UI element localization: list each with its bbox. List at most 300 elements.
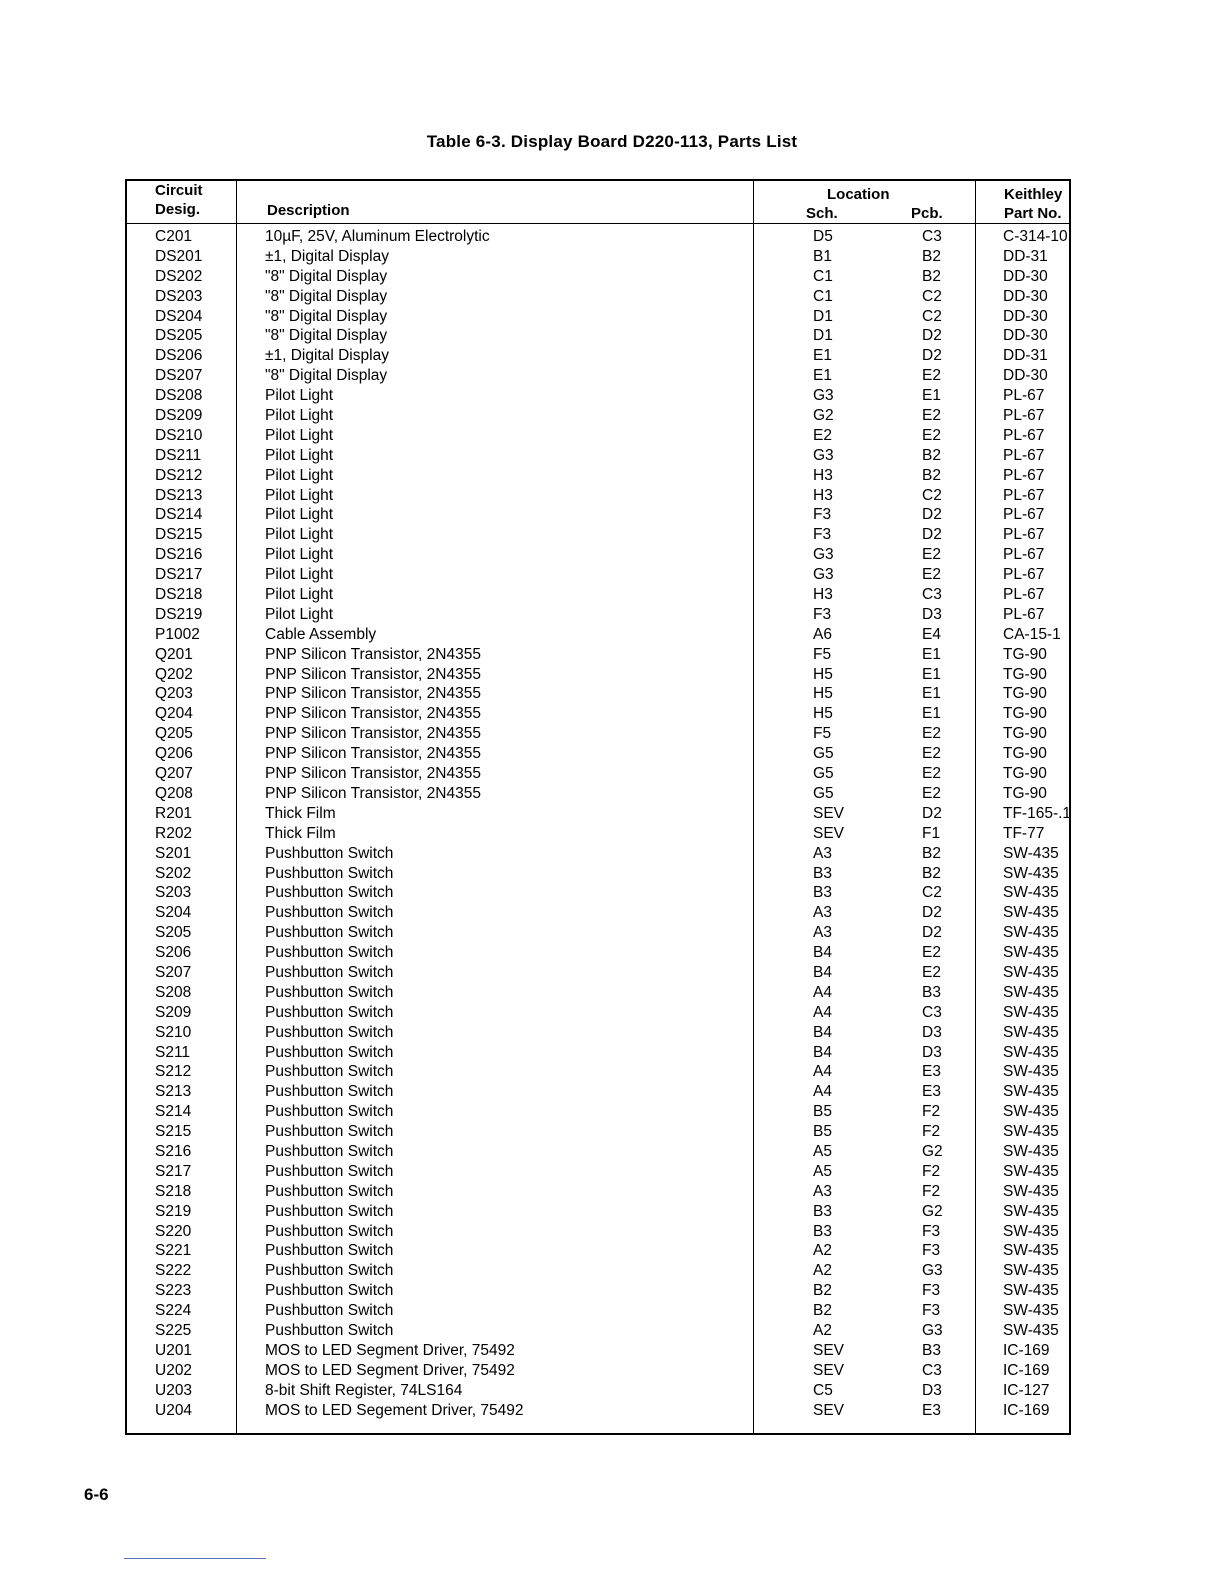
cell-description: PNP Silicon Transistor, 2N4355	[265, 725, 481, 743]
header-description: Description	[267, 202, 350, 219]
cell-part-no: TG-90	[1003, 765, 1047, 783]
cell-desig: DS212	[155, 466, 203, 484]
table-row	[127, 287, 1069, 307]
cell-sch: A2	[813, 1262, 832, 1280]
cell-pcb: D3	[922, 605, 942, 623]
cell-desig: S225	[155, 1321, 192, 1339]
table-row	[127, 684, 1069, 704]
table-row	[127, 366, 1069, 386]
cell-sch: B4	[813, 944, 832, 962]
cell-desig: Q207	[155, 765, 193, 783]
cell-sch: G5	[813, 784, 834, 802]
table-row	[127, 1341, 1069, 1361]
cell-sch: A3	[813, 924, 832, 942]
cell-description: Pilot Light	[265, 407, 334, 425]
cell-sch: E1	[813, 347, 832, 365]
cell-desig: DS208	[155, 387, 203, 405]
cell-description: Pushbutton Switch	[265, 1242, 394, 1260]
table-row	[127, 1202, 1069, 1222]
cell-part-no: SW-435	[1003, 944, 1059, 962]
cell-part-no: SW-435	[1003, 1302, 1059, 1320]
cell-description: "8" Digital Display	[265, 327, 388, 345]
table-row	[127, 545, 1069, 565]
cell-sch: B5	[813, 1123, 832, 1141]
cell-sch: SEV	[813, 824, 845, 842]
cell-part-no: SW-435	[1003, 963, 1059, 981]
cell-description: Pilot Light	[265, 506, 334, 524]
cell-part-no: PL-67	[1003, 566, 1045, 584]
cell-desig: S214	[155, 1103, 192, 1121]
cell-desig: DS201	[155, 247, 203, 265]
cell-pcb: E1	[922, 645, 941, 663]
cell-description: Pilot Light	[265, 605, 334, 623]
table-row	[127, 1062, 1069, 1082]
cell-sch: SEV	[813, 804, 845, 822]
cell-pcb: B2	[922, 864, 941, 882]
cell-part-no: SW-435	[1003, 1321, 1059, 1339]
cell-part-no: SW-435	[1003, 1063, 1059, 1081]
cell-part-no: TG-90	[1003, 685, 1047, 703]
cell-description: ±1, Digital Display	[265, 347, 389, 365]
cell-pcb: F3	[922, 1222, 941, 1240]
cell-desig: DS204	[155, 307, 203, 325]
cell-description: 8-bit Shift Register, 74LS164	[265, 1381, 463, 1399]
cell-desig: R201	[155, 804, 193, 822]
cell-part-no: PL-67	[1003, 387, 1045, 405]
table-row	[127, 1361, 1069, 1381]
cell-desig: S207	[155, 963, 192, 981]
cell-description: Thick Film	[265, 824, 336, 842]
cell-pcb: F1	[922, 824, 941, 842]
cell-part-no: PL-67	[1003, 546, 1045, 564]
cell-desig: DS213	[155, 486, 203, 504]
table-row	[127, 883, 1069, 903]
cell-desig: DS202	[155, 267, 203, 285]
table-row	[127, 426, 1069, 446]
table-row	[127, 923, 1069, 943]
header-desig: Desig.	[155, 201, 201, 218]
cell-description: Pushbutton Switch	[265, 1202, 394, 1220]
cell-description: Thick Film	[265, 804, 336, 822]
cell-sch: F3	[813, 605, 832, 623]
cell-desig: S220	[155, 1222, 192, 1240]
cell-sch: H5	[813, 685, 833, 703]
table-row	[127, 1122, 1069, 1142]
cell-description: Pilot Light	[265, 486, 334, 504]
cell-sch: G5	[813, 765, 834, 783]
table-row	[127, 326, 1069, 346]
cell-pcb: B2	[922, 267, 941, 285]
table-row	[127, 227, 1069, 247]
cell-desig: S206	[155, 944, 192, 962]
cell-description: Pushbutton Switch	[265, 1142, 394, 1160]
cell-description: Pushbutton Switch	[265, 1302, 394, 1320]
cell-desig: S216	[155, 1142, 192, 1160]
table-row	[127, 1222, 1069, 1242]
table-row	[127, 864, 1069, 884]
table-row	[127, 446, 1069, 466]
cell-sch: G2	[813, 407, 834, 425]
cell-description: PNP Silicon Transistor, 2N4355	[265, 645, 481, 663]
cell-pcb: E3	[922, 1083, 941, 1101]
cell-pcb: G2	[922, 1142, 943, 1160]
cell-description: MOS to LED Segement Driver, 75492	[265, 1401, 524, 1419]
table-row	[127, 1182, 1069, 1202]
cell-desig: S218	[155, 1182, 192, 1200]
cell-desig: DS211	[155, 446, 202, 464]
header-pcb: Pcb.	[911, 205, 943, 222]
cell-part-no: TG-90	[1003, 645, 1047, 663]
cell-description: Pilot Light	[265, 387, 334, 405]
cell-pcb: G3	[922, 1321, 943, 1339]
cell-part-no: TG-90	[1003, 705, 1047, 723]
cell-part-no: PL-67	[1003, 466, 1045, 484]
cell-sch: E2	[813, 426, 832, 444]
cell-description: Pilot Light	[265, 566, 334, 584]
cell-desig: R202	[155, 824, 193, 842]
cell-description: 10µF, 25V, Aluminum Electrolytic	[265, 228, 490, 245]
cell-part-no: TG-90	[1003, 665, 1047, 683]
cell-part-no: PL-67	[1003, 506, 1045, 524]
cell-desig: DS209	[155, 407, 203, 425]
cell-part-no: PL-67	[1003, 407, 1045, 425]
table-row	[127, 784, 1069, 804]
cell-sch: F3	[813, 506, 832, 524]
cell-pcb: E1	[922, 387, 941, 405]
cell-desig: S205	[155, 924, 192, 942]
cell-pcb: B3	[922, 1341, 941, 1359]
cell-desig: DS219	[155, 605, 203, 623]
cell-part-no: PL-67	[1003, 605, 1045, 623]
table-row	[127, 505, 1069, 525]
cell-part-no: SW-435	[1003, 1262, 1059, 1280]
cell-pcb: E1	[922, 665, 941, 683]
cell-description: Pushbutton Switch	[265, 864, 394, 882]
cell-part-no: C-314-10	[1003, 228, 1068, 245]
cell-pcb: D2	[922, 526, 942, 544]
cell-sch: C1	[813, 267, 833, 285]
cell-pcb: E2	[922, 765, 941, 783]
cell-description: Pushbutton Switch	[265, 904, 394, 922]
header-location: Location	[827, 186, 890, 203]
cell-part-no: DD-30	[1003, 307, 1048, 325]
cell-part-no: CA-15-1	[1003, 625, 1061, 643]
cell-pcb: B2	[922, 247, 941, 265]
cell-pcb: E2	[922, 367, 941, 385]
cell-description: "8" Digital Display	[265, 307, 388, 325]
cell-description: Pushbutton Switch	[265, 1063, 394, 1081]
cell-desig: S202	[155, 864, 192, 882]
header-keithley-part-no	[1004, 185, 1062, 223]
cell-pcb: C3	[922, 1003, 942, 1021]
cell-desig: S211	[155, 1043, 191, 1061]
cell-sch: B4	[813, 963, 832, 981]
cell-sch: C5	[813, 1381, 833, 1399]
table-row	[127, 525, 1069, 545]
cell-desig: DS216	[155, 546, 203, 564]
cell-sch: A4	[813, 1063, 832, 1081]
cell-sch: B2	[813, 1302, 832, 1320]
cell-pcb: E1	[922, 705, 941, 723]
cell-pcb: B2	[922, 466, 941, 484]
cell-part-no: SW-435	[1003, 983, 1059, 1001]
cell-description: Pushbutton Switch	[265, 1043, 394, 1061]
cell-description: PNP Silicon Transistor, 2N4355	[265, 765, 481, 783]
cell-sch: B4	[813, 1023, 832, 1041]
cell-description: Pushbutton Switch	[265, 1222, 394, 1240]
table-row	[127, 386, 1069, 406]
cell-part-no: SW-435	[1003, 1222, 1059, 1240]
cell-pcb: D2	[922, 804, 942, 822]
cell-sch: B4	[813, 1043, 832, 1061]
cell-pcb: E4	[922, 625, 941, 643]
cell-description: Pushbutton Switch	[265, 844, 394, 862]
table-row	[127, 1401, 1069, 1421]
table-row	[127, 247, 1069, 267]
cell-sch: A4	[813, 983, 832, 1001]
cell-sch: H3	[813, 586, 833, 604]
cell-pcb: E2	[922, 963, 941, 981]
cell-pcb: E1	[922, 685, 941, 703]
cell-pcb: B2	[922, 446, 941, 464]
cell-pcb: F3	[922, 1242, 941, 1260]
cell-description: "8" Digital Display	[265, 267, 388, 285]
table-row	[127, 963, 1069, 983]
cell-desig: S222	[155, 1262, 192, 1280]
table-row	[127, 466, 1069, 486]
table-row	[127, 565, 1069, 585]
cell-description: Pushbutton Switch	[265, 1262, 394, 1280]
cell-part-no: SW-435	[1003, 844, 1059, 862]
cell-sch: A2	[813, 1242, 832, 1260]
cell-desig: U201	[155, 1341, 193, 1359]
table-row	[127, 744, 1069, 764]
cell-description: MOS to LED Segment Driver, 75492	[265, 1361, 515, 1379]
cell-pcb: F3	[922, 1282, 941, 1300]
header-keithley: Keithley	[1004, 186, 1063, 203]
cell-sch: A3	[813, 904, 832, 922]
cell-part-no: TG-90	[1003, 745, 1047, 763]
cell-description: Pilot Light	[265, 586, 334, 604]
cell-sch: D1	[813, 327, 833, 345]
cell-sch: A5	[813, 1162, 832, 1180]
cell-description: Pushbutton Switch	[265, 1103, 394, 1121]
cell-part-no: SW-435	[1003, 1043, 1059, 1061]
cell-part-no: DD-31	[1003, 247, 1048, 265]
cell-description: Pushbutton Switch	[265, 1123, 394, 1141]
cell-pcb: D3	[922, 1023, 942, 1041]
cell-sch: F5	[813, 645, 832, 663]
table-row	[127, 1023, 1069, 1043]
footer-rule	[124, 1558, 266, 1559]
cell-pcb: E3	[922, 1401, 941, 1419]
cell-desig: C201	[155, 228, 193, 245]
table-title: Table 6-3. Display Board D220-113, Parts List	[426, 132, 798, 151]
cell-desig: DS217	[155, 566, 203, 584]
cell-desig: DS205	[155, 327, 203, 345]
cell-sch: B5	[813, 1103, 832, 1121]
cell-sch: A4	[813, 1083, 832, 1101]
cell-part-no: TF-77	[1003, 824, 1045, 842]
cell-desig: U202	[155, 1361, 193, 1379]
cell-sch: G3	[813, 546, 834, 564]
cell-part-no: DD-30	[1003, 267, 1048, 285]
table-row	[127, 605, 1069, 625]
cell-sch: B1	[813, 247, 832, 265]
table-row	[127, 1241, 1069, 1261]
cell-description: Pushbutton Switch	[265, 884, 394, 902]
table-row	[127, 406, 1069, 426]
cell-part-no: DD-31	[1003, 347, 1048, 365]
cell-description: Pushbutton Switch	[265, 1023, 394, 1041]
cell-description: ±1, Digital Display	[265, 247, 389, 265]
cell-sch: H5	[813, 705, 833, 723]
cell-part-no: SW-435	[1003, 1202, 1059, 1220]
cell-desig: Q203	[155, 685, 193, 703]
table-row	[127, 1321, 1069, 1341]
header-part-no: Part No.	[1004, 205, 1062, 222]
table-row	[127, 983, 1069, 1003]
cell-part-no: IC-169	[1003, 1401, 1050, 1419]
table-row	[127, 704, 1069, 724]
cell-sch: H3	[813, 466, 833, 484]
cell-description: MOS to LED Segment Driver, 75492	[265, 1341, 515, 1359]
cell-sch: G5	[813, 745, 834, 763]
cell-part-no: SW-435	[1003, 1182, 1059, 1200]
cell-desig: DS203	[155, 287, 203, 305]
cell-desig: DS210	[155, 426, 203, 444]
table-row	[127, 625, 1069, 645]
cell-part-no: PL-67	[1003, 446, 1045, 464]
cell-desig: S201	[155, 844, 192, 862]
cell-sch: SEV	[813, 1361, 845, 1379]
table-row	[127, 1142, 1069, 1162]
cell-sch: B2	[813, 1282, 832, 1300]
table-row	[127, 1082, 1069, 1102]
cell-part-no: SW-435	[1003, 1023, 1059, 1041]
cell-sch: G3	[813, 387, 834, 405]
cell-pcb: F2	[922, 1103, 941, 1121]
cell-pcb: E2	[922, 566, 941, 584]
cell-description: Pilot Light	[265, 466, 334, 484]
table-row	[127, 585, 1069, 605]
cell-part-no: TG-90	[1003, 784, 1047, 802]
cell-description: Pushbutton Switch	[265, 983, 394, 1001]
cell-sch: G3	[813, 446, 834, 464]
cell-desig: S221	[155, 1242, 192, 1260]
cell-desig: Q205	[155, 725, 193, 743]
cell-sch: A5	[813, 1142, 832, 1160]
cell-description: Pilot Light	[265, 526, 334, 544]
cell-part-no: SW-435	[1003, 1282, 1059, 1300]
cell-description: Pushbutton Switch	[265, 963, 394, 981]
cell-part-no: SW-435	[1003, 1123, 1059, 1141]
cell-description: PNP Silicon Transistor, 2N4355	[265, 784, 481, 802]
cell-part-no: SW-435	[1003, 1142, 1059, 1160]
cell-description: Pushbutton Switch	[265, 1003, 394, 1021]
cell-sch: B3	[813, 1202, 832, 1220]
cell-pcb: D3	[922, 1043, 942, 1061]
table-row	[127, 346, 1069, 366]
cell-part-no: PL-67	[1003, 586, 1045, 604]
cell-part-no: PL-67	[1003, 486, 1045, 504]
cell-desig: S217	[155, 1162, 192, 1180]
cell-pcb: D2	[922, 347, 942, 365]
cell-sch: SEV	[813, 1401, 845, 1419]
cell-part-no: SW-435	[1003, 864, 1059, 882]
cell-sch: D1	[813, 307, 833, 325]
cell-part-no: IC-169	[1003, 1361, 1050, 1379]
table-row	[127, 1162, 1069, 1182]
cell-description: "8" Digital Display	[265, 287, 388, 305]
cell-sch: B3	[813, 884, 832, 902]
table-row	[127, 1261, 1069, 1281]
cell-part-no: SW-435	[1003, 1003, 1059, 1021]
table-row	[127, 267, 1069, 287]
page-number: 6-6	[84, 1485, 109, 1504]
cell-description: Pushbutton Switch	[265, 944, 394, 962]
cell-description: Pushbutton Switch	[265, 1182, 394, 1200]
cell-description: Pushbutton Switch	[265, 1282, 394, 1300]
cell-sch: F3	[813, 526, 832, 544]
table-row	[127, 307, 1069, 327]
cell-desig: U204	[155, 1401, 193, 1419]
cell-pcb: E2	[922, 546, 941, 564]
cell-desig: DS214	[155, 506, 203, 524]
cell-pcb: F3	[922, 1302, 941, 1320]
cell-desig: S203	[155, 884, 192, 902]
cell-part-no: SW-435	[1003, 1162, 1059, 1180]
table-row	[127, 486, 1069, 506]
table-row	[127, 645, 1069, 665]
cell-desig: S212	[155, 1063, 192, 1081]
parts-list-table	[125, 179, 1071, 1435]
table-row	[127, 903, 1069, 923]
cell-desig: DS207	[155, 367, 203, 385]
table-row	[127, 665, 1069, 685]
table-row	[127, 1043, 1069, 1063]
cell-desig: S213	[155, 1083, 192, 1101]
cell-pcb: D2	[922, 924, 942, 942]
cell-pcb: G3	[922, 1262, 943, 1280]
header-sch: Sch.	[806, 205, 838, 222]
cell-pcb: E2	[922, 426, 941, 444]
table-row	[127, 1301, 1069, 1321]
cell-part-no: DD-30	[1003, 287, 1048, 305]
cell-desig: Q202	[155, 665, 193, 683]
cell-desig: Q206	[155, 745, 193, 763]
cell-pcb: C3	[922, 228, 942, 245]
cell-description: "8" Digital Display	[265, 367, 388, 385]
cell-description: Pilot Light	[265, 446, 334, 464]
cell-pcb: D3	[922, 1381, 942, 1399]
cell-desig: S204	[155, 904, 192, 922]
cell-pcb: C2	[922, 287, 942, 305]
header-circuit-desig	[155, 181, 203, 219]
table-row	[127, 1003, 1069, 1023]
cell-desig: S210	[155, 1023, 192, 1041]
cell-pcb: E2	[922, 407, 941, 425]
cell-part-no: SW-435	[1003, 924, 1059, 942]
cell-sch: A3	[813, 844, 832, 862]
cell-part-no: SW-435	[1003, 1242, 1059, 1260]
cell-pcb: C3	[922, 586, 942, 604]
cell-sch: H5	[813, 665, 833, 683]
cell-desig: S223	[155, 1282, 192, 1300]
table-row	[127, 724, 1069, 744]
cell-pcb: C3	[922, 1361, 942, 1379]
cell-pcb: C2	[922, 884, 942, 902]
